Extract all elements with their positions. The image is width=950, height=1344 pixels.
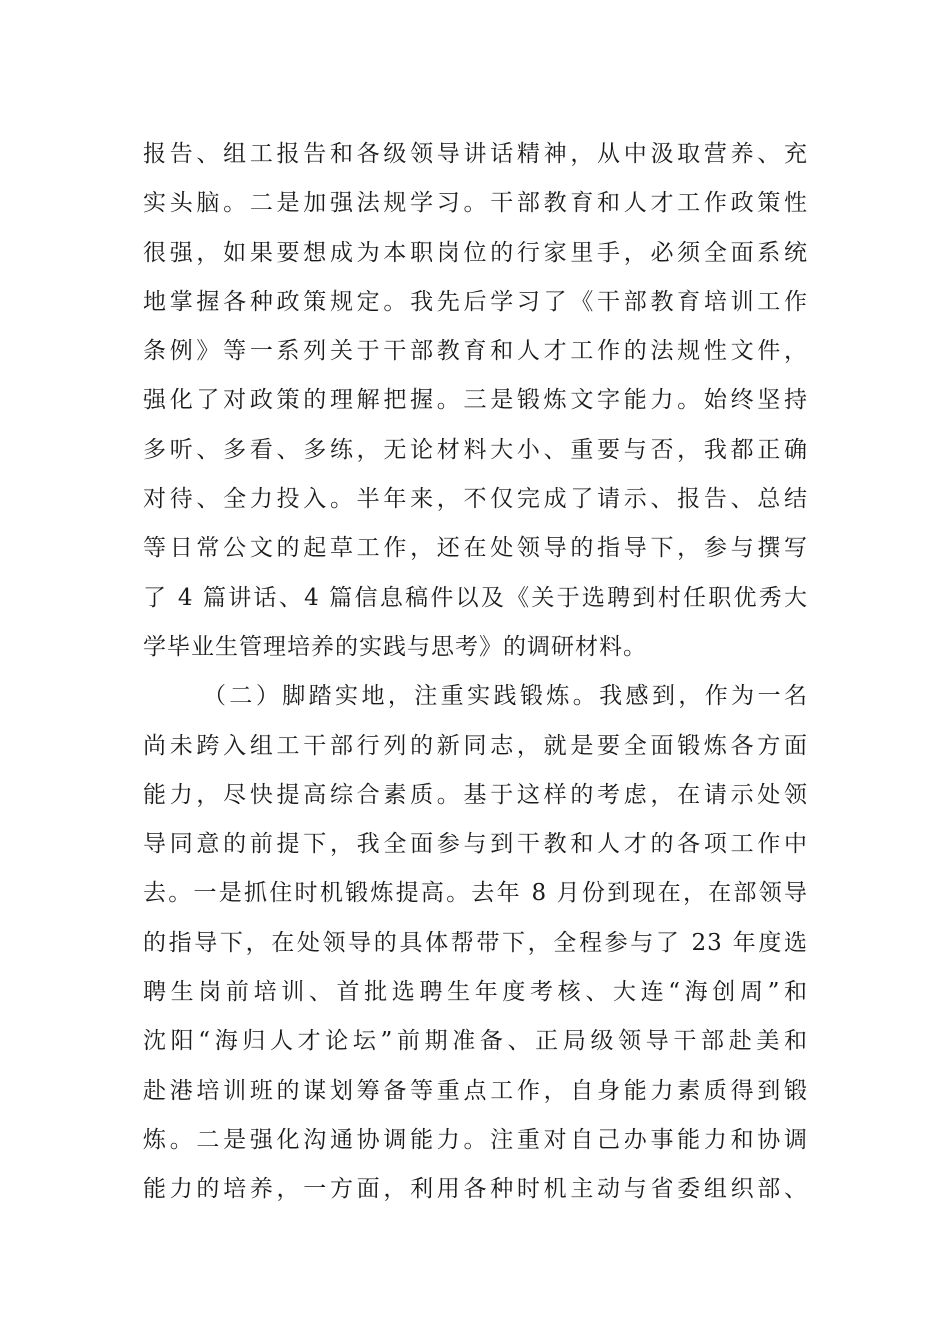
text-line: 聘生岗前培训、首批选聘生年度考核、大连“海创周”和 [143,979,808,1006]
text-line: 沈阳“海归人才论坛”前期准备、正局级领导干部赴美和 [143,1028,808,1055]
document-body [143,130,808,1215]
text-line: 报告、组工报告和各级领导讲话精神，从中汲取营养、充 [143,141,808,167]
text-line: 对待、全力投入。半年来，不仅完成了请示、报告、总结 [143,486,808,513]
text-line: 尚未跨入组工干部行列的新同志，就是要全面锻炼各方面 [143,732,808,759]
text-line: 的指导下，在处领导的具体帮带下，全程参与了 23 年度选 [143,929,808,956]
text-line: 地掌握各种政策规定。我先后学习了《干部教育培训工作 [143,288,808,315]
text-line: 了 4 篇讲话、4 篇信息稿件以及《关于选聘到村任职优秀大 [143,584,808,611]
text-line: 多听、多看、多练，无论材料大小、重要与否，我都正确 [143,436,808,463]
text-line: 导同意的前提下，我全面参与到干教和人才的各项工作中 [143,831,808,858]
text-line: 能力的培养，一方面，利用各种时机主动与省委组织部、 [143,1176,808,1203]
text-line: 炼。二是强化沟通协调能力。注重对自己办事能力和协调 [143,1126,808,1153]
text-line: 强化了对政策的理解把握。三是锻炼文字能力。始终坚持 [143,387,808,414]
paragraph-end-line: 学毕业生管理培养的实践与思考》的调研材料。 [143,633,647,660]
paragraph-start-line: （二）脚踏实地，注重实践锻炼。我感到，作为一名 [203,683,808,710]
text-line: 条例》等一系列关于干部教育和人才工作的法规性文件， [143,338,808,365]
text-line: 能力，尽快提高综合素质。基于这样的考虑，在请示处领 [143,781,808,808]
text-line: 等日常公文的起草工作，还在处领导的指导下，参与撰写 [143,535,808,562]
text-line: 很强，如果要想成为本职岗位的行家里手，必须全面系统 [143,239,808,266]
text-line: 赴港培训班的谋划筹备等重点工作，自身能力素质得到锻 [143,1077,808,1104]
text-line: 实头脑。二是加强法规学习。干部教育和人才工作政策性 [143,190,808,217]
text-line: 去。一是抓住时机锻炼提高。去年 8 月份到现在，在部领导 [143,880,808,907]
